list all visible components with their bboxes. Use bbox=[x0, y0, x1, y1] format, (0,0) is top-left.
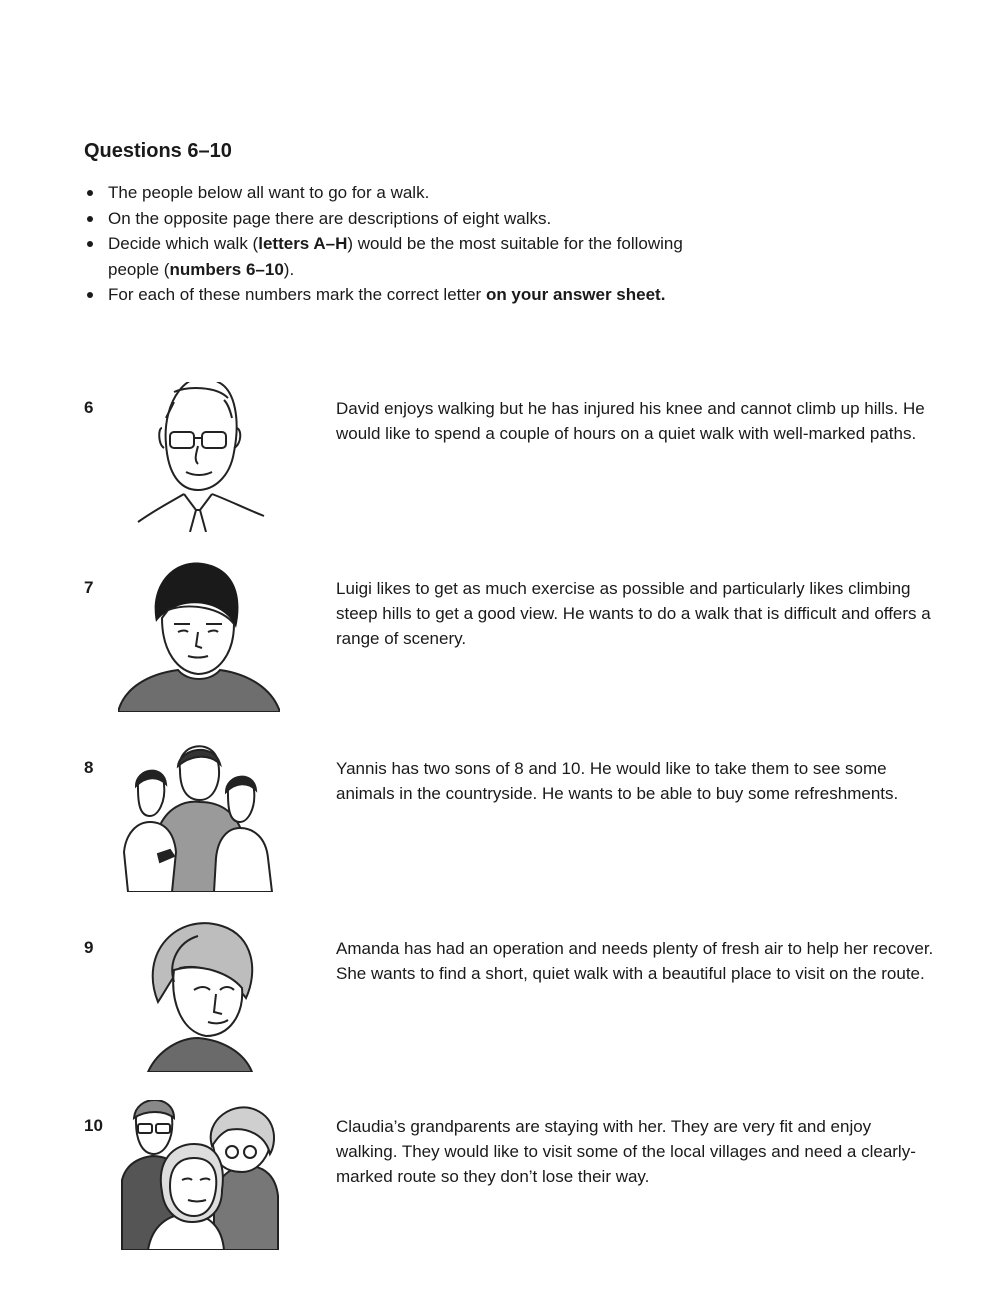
person-item bbox=[0, 1100, 1000, 1260]
question-number: 8 bbox=[84, 758, 94, 777]
father-with-two-sons-icon bbox=[118, 742, 280, 892]
woman-portrait-icon bbox=[118, 922, 280, 1072]
section-title: Questions 6–10 bbox=[84, 140, 232, 162]
question-number: 10 bbox=[84, 1116, 103, 1135]
instruction-item: The people below all want to go for a walk. bbox=[84, 180, 804, 206]
instructions-list bbox=[84, 180, 804, 308]
person-item bbox=[0, 382, 1000, 542]
person-item bbox=[0, 562, 1000, 722]
person-description: Claudia’s grandparents are staying with her. They are very fit and enjoy walking. They would like to visit some of the local villages and need a clearly-marked route so they don’t lose their way. bbox=[336, 1117, 916, 1186]
instruction-item: On the opposite page there are descriptions of eight walks. bbox=[84, 206, 804, 232]
question-number: 6 bbox=[84, 398, 94, 417]
person-description: David enjoys walking but he has injured his knee and cannot climb up hills. He would like to spend a couple of hours on a quiet walk with well-marked paths. bbox=[336, 399, 925, 443]
older-man-glasses-portrait-icon bbox=[118, 382, 280, 532]
question-number: 9 bbox=[84, 938, 94, 957]
grandparents-with-girl-icon bbox=[118, 1100, 280, 1250]
person-description: Amanda has had an operation and needs plenty of fresh air to help her recover. She wants to find a short, quiet walk with a beautiful place to visit on the route. bbox=[336, 939, 934, 983]
young-man-portrait-icon bbox=[118, 562, 280, 712]
person-description: Yannis has two sons of 8 and 10. He would like to take them to see some animals in the countryside. He wants to be able to buy some refreshments. bbox=[336, 759, 899, 803]
person-item bbox=[0, 742, 1000, 902]
question-number: 7 bbox=[84, 578, 94, 597]
person-description: Luigi likes to get as much exercise as possible and particularly likes climbing steep hills to get a good view. He wants to do a walk that is difficult and offers a range of scenery. bbox=[336, 579, 931, 648]
person-item bbox=[0, 922, 1000, 1082]
instruction-item: Decide which walk (letters A–H) would be the most suitable for the following people (numbers 6–10). bbox=[84, 231, 804, 282]
instruction-item: For each of these numbers mark the correct letter on your answer sheet. bbox=[84, 282, 804, 308]
